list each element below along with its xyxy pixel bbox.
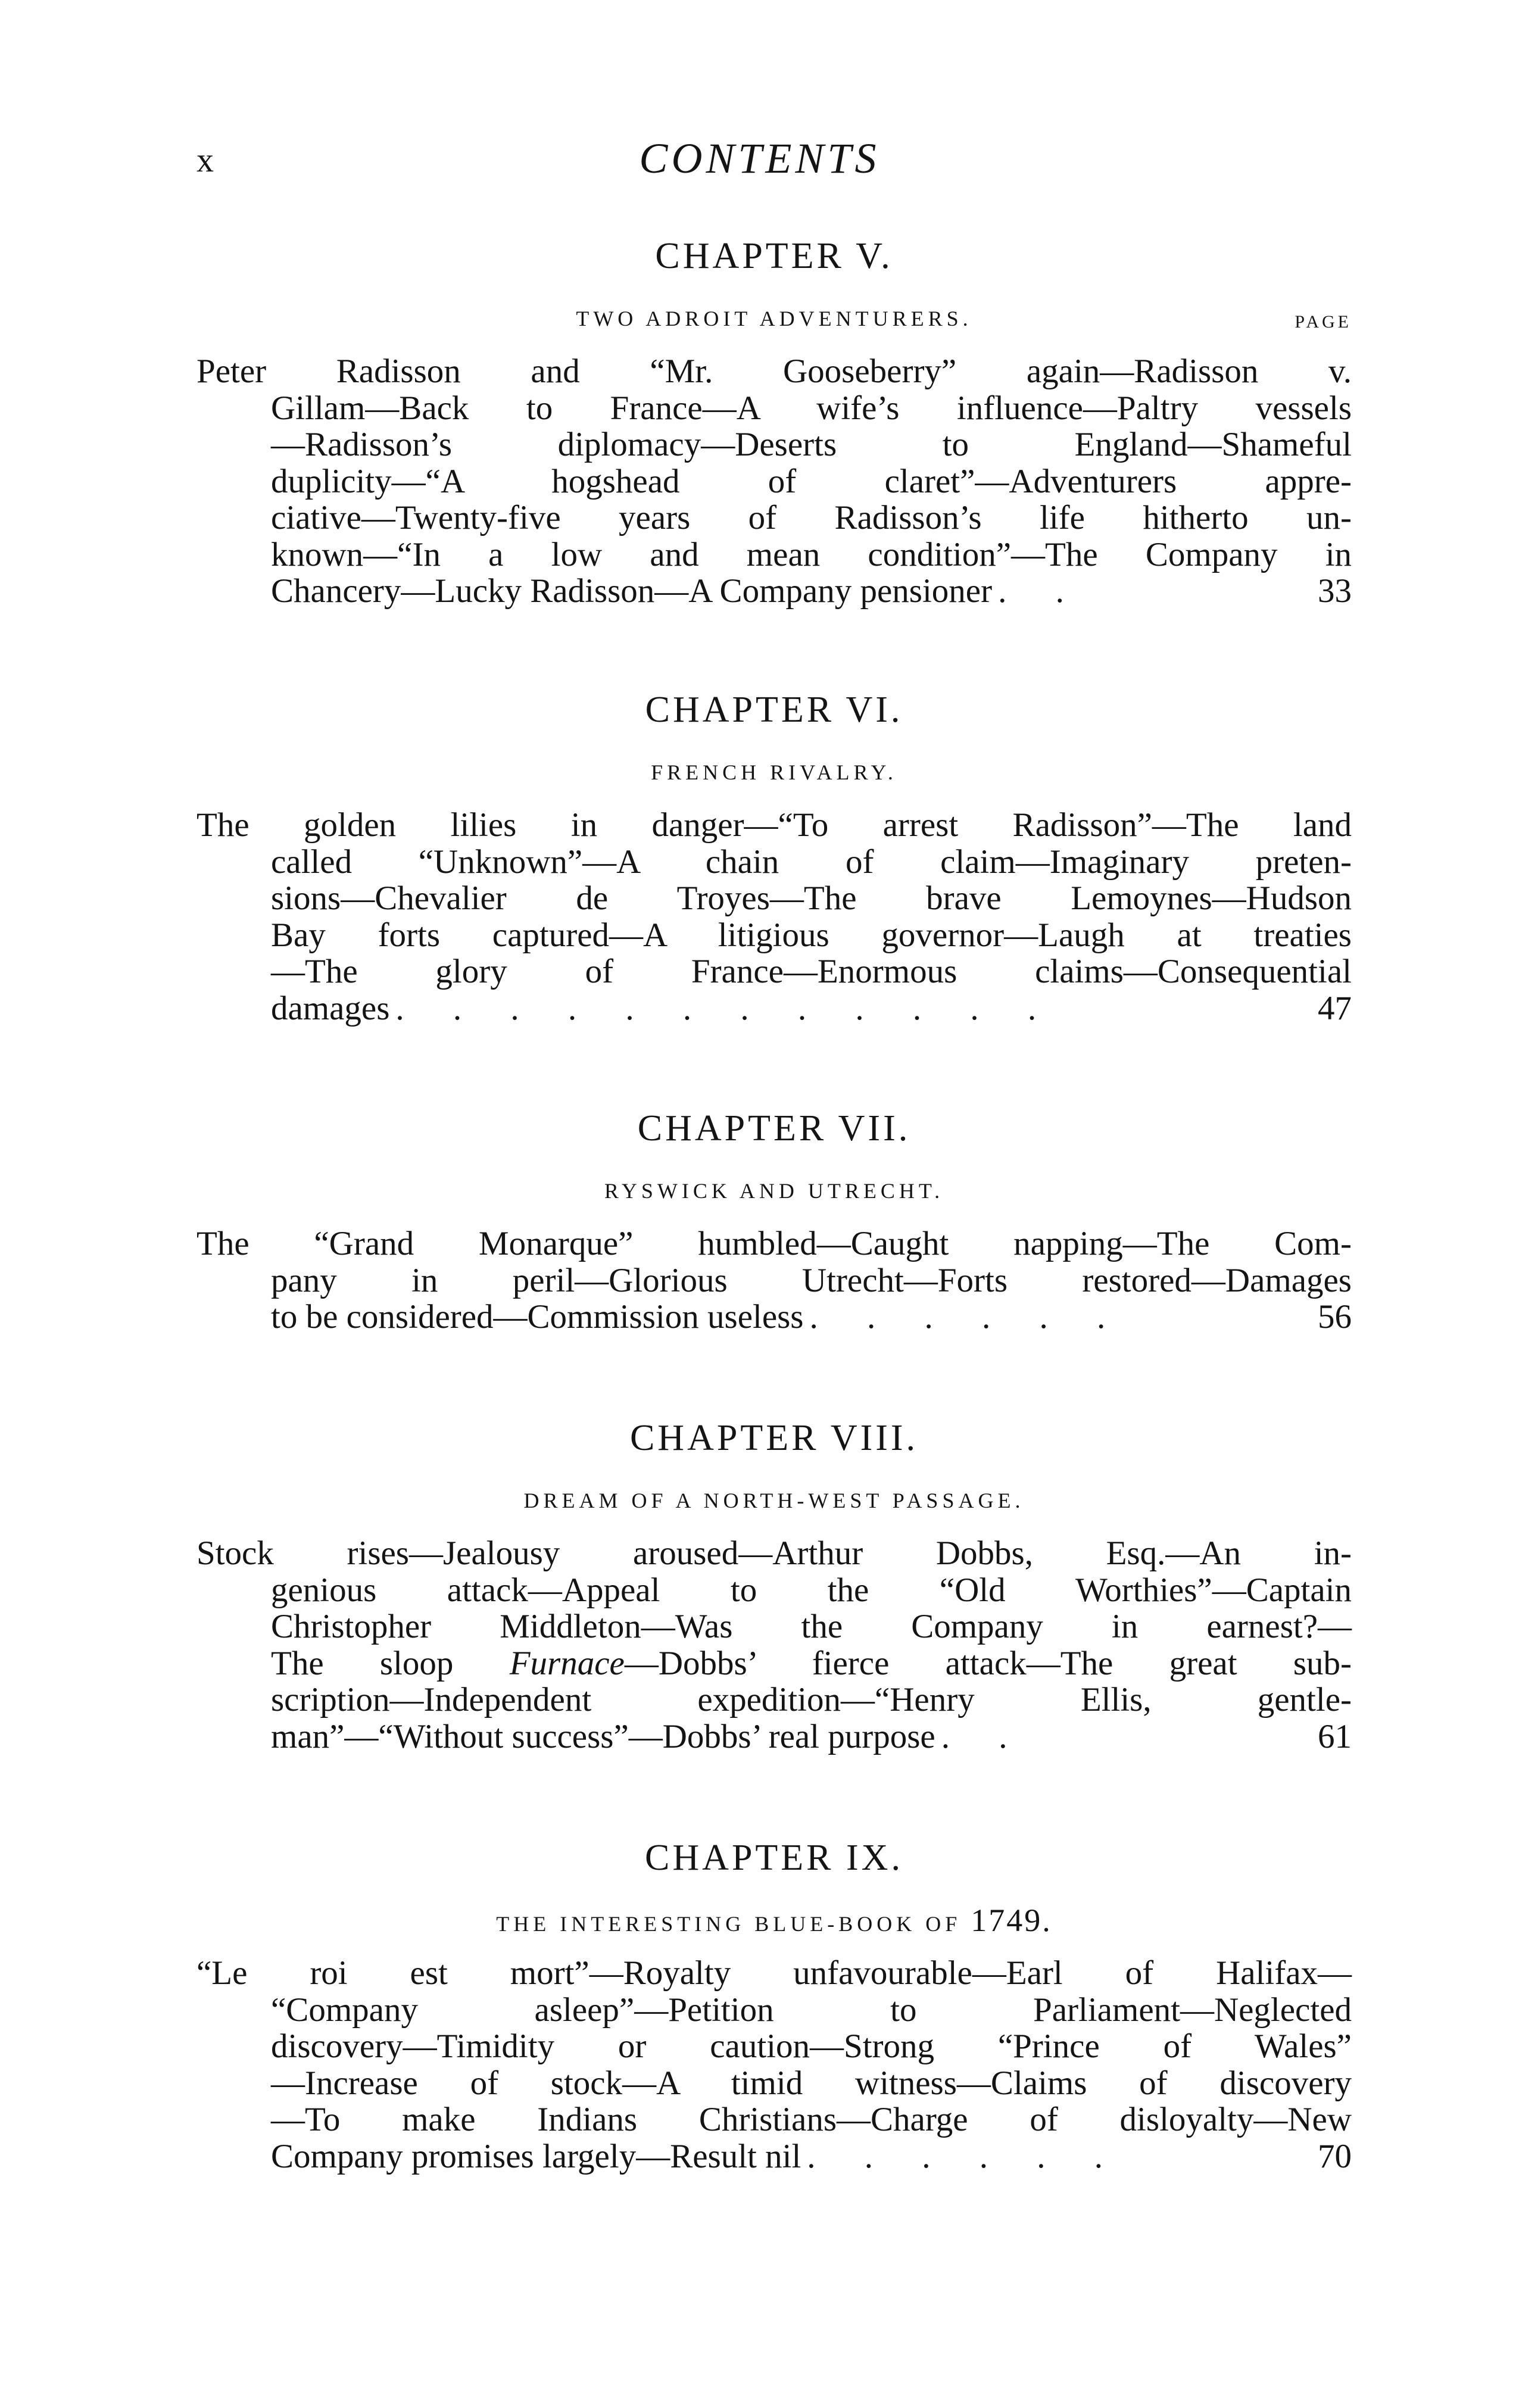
- summary-line: The golden lilies in danger—“To arrest Radisson”—The land: [196, 806, 1352, 844]
- chapter-title-text: THE INTERESTING BLUE-BOOK OF: [496, 1912, 962, 1936]
- summary-line: Stock rises—Jealousy aroused—Arthur Dobbs, Esq.—An in-: [196, 1534, 1352, 1572]
- dot-leader: . .: [941, 1717, 1028, 1755]
- chapter-title: DREAM OF A NORTH-WEST PASSAGE.: [523, 1489, 1025, 1512]
- chapter-summary: [196, 1955, 1352, 2175]
- summary-line: Bay forts captured—A litigious governor—Laugh at treaties: [271, 916, 1352, 954]
- summary-last-line: [196, 1299, 1352, 1336]
- summary-line-text: damages: [271, 989, 390, 1027]
- chapter-7-entry: [196, 1102, 1352, 1336]
- page-title: CONTENTS: [639, 135, 880, 182]
- summary-line: discovery—Timidity or caution—Strong “Prince of Wales”: [271, 2028, 1352, 2065]
- chapter-title-row: [196, 1897, 1352, 1944]
- chapter-9-entry: [196, 1831, 1352, 2175]
- summary-line: The sloop Furnace—Dobbs’ fierce attack—The great sub-: [271, 1644, 1352, 1682]
- chapter-6-entry: [196, 683, 1352, 1027]
- page-number: 70: [1318, 2137, 1352, 2175]
- chapter-title: TWO ADROIT ADVENTURERS.: [576, 307, 972, 330]
- chapter-summary: [196, 1535, 1352, 1755]
- chapter-summary: [196, 353, 1352, 610]
- page-number: 33: [1318, 572, 1352, 610]
- summary-line: —To make Indians Christians—Charge of disloyalty—New: [271, 2101, 1352, 2138]
- summary-line: ciative—Twenty-five years of Radisson’s life hitherto un-: [271, 499, 1352, 537]
- summary-line: —The glory of France—Enormous claims—Consequential: [271, 953, 1352, 990]
- folio-number: x: [196, 141, 215, 179]
- summary-last-line: [196, 573, 1352, 610]
- summary-line-text: man”—“Without success”—Dobbs’ real purpose: [271, 1717, 935, 1755]
- dot-leader: . . . . . . . . . . . .: [395, 989, 1057, 1027]
- chapter-title-row: [196, 1477, 1352, 1524]
- summary-last-line: [196, 990, 1352, 1027]
- chapter-summary: [196, 1225, 1352, 1336]
- summary-line: scription—Independent expedition—“Henry Ellis, gentle-: [271, 1681, 1352, 1718]
- summary-line: Gillam—Back to France—A wife’s influence—Paltry vessels: [271, 389, 1352, 427]
- summary-line: pany in peril—Glorious Utrecht—Forts restored—Damages: [271, 1261, 1352, 1299]
- chapter-5-entry: [196, 229, 1352, 610]
- dot-leader: . . . . . .: [807, 2137, 1124, 2175]
- chapter-number: CHAPTER VI.: [645, 690, 903, 730]
- chapter-8-entry: [196, 1411, 1352, 1755]
- chapter-number: CHAPTER VIII.: [629, 1418, 919, 1458]
- summary-line: —Increase of stock—A timid witness—Claims of discovery: [271, 2064, 1352, 2102]
- summary-line: Christopher Middleton—Was the Company in earnest?—: [271, 1608, 1352, 1645]
- summary-line: genious attack—Appeal to the “Old Worthies”—Captain: [271, 1571, 1352, 1609]
- chapter-number: CHAPTER VII.: [637, 1108, 911, 1149]
- page-number: 61: [1318, 1717, 1352, 1755]
- summary-line: “Le roi est mort”—Royalty unfavourable—Earl of Halifax—: [196, 1954, 1352, 1992]
- summary-line: sions—Chevalier de Troyes—The brave Lemoynes—Hudson: [271, 879, 1352, 917]
- summary-line-text: Company promises largely—Result nil: [271, 2137, 801, 2175]
- summary-line: called “Unknown”—A chain of claim—Imaginary preten-: [271, 843, 1352, 881]
- summary-line-text: Chancery—Lucky Radisson—A Company pensioner: [271, 572, 993, 610]
- summary-line: Peter Radisson and “Mr. Gooseberry” again—Radisson v.: [196, 353, 1352, 390]
- chapter-summary: [196, 807, 1352, 1027]
- page-number: 56: [1318, 1298, 1352, 1336]
- summary-last-line: [196, 1718, 1352, 1755]
- running-head: [0, 134, 1519, 205]
- chapter-title: RYSWICK AND UTRECHT.: [604, 1179, 944, 1203]
- summary-line-text: to be considered—Commission useless: [271, 1298, 804, 1336]
- page-number: 47: [1318, 989, 1352, 1027]
- summary-line: —Radisson’s diplomacy—Deserts to England—Shameful: [271, 426, 1352, 463]
- summary-line: known—“In a low and mean condition”—The Company in: [271, 535, 1352, 573]
- chapter-title-row: [196, 1167, 1352, 1215]
- summary-line: The “Grand Monarque” humbled—Caught napping—The Com-: [196, 1225, 1352, 1262]
- summary-line: duplicity—“A hogshead of claret”—Adventurers appre-: [271, 462, 1352, 500]
- ship-name: Furnace: [509, 1644, 625, 1682]
- chapter-title-row: [196, 295, 1352, 342]
- dot-leader: . . . . . .: [809, 1298, 1126, 1336]
- page-column-label: PAGE: [1295, 312, 1352, 332]
- dot-leader: . .: [998, 572, 1084, 610]
- chapter-title-year: 1749.: [971, 1902, 1052, 1938]
- summary-line: “Company asleep”—Petition to Parliament—Neglected: [271, 1991, 1352, 2029]
- chapter-title: [196, 1897, 1352, 1948]
- summary-last-line: [196, 2138, 1352, 2175]
- chapter-number: CHAPTER IX.: [645, 1838, 903, 1878]
- chapter-title: FRENCH RIVALRY.: [651, 760, 897, 784]
- chapter-title-row: [196, 748, 1352, 796]
- chapter-number: CHAPTER V.: [655, 236, 893, 276]
